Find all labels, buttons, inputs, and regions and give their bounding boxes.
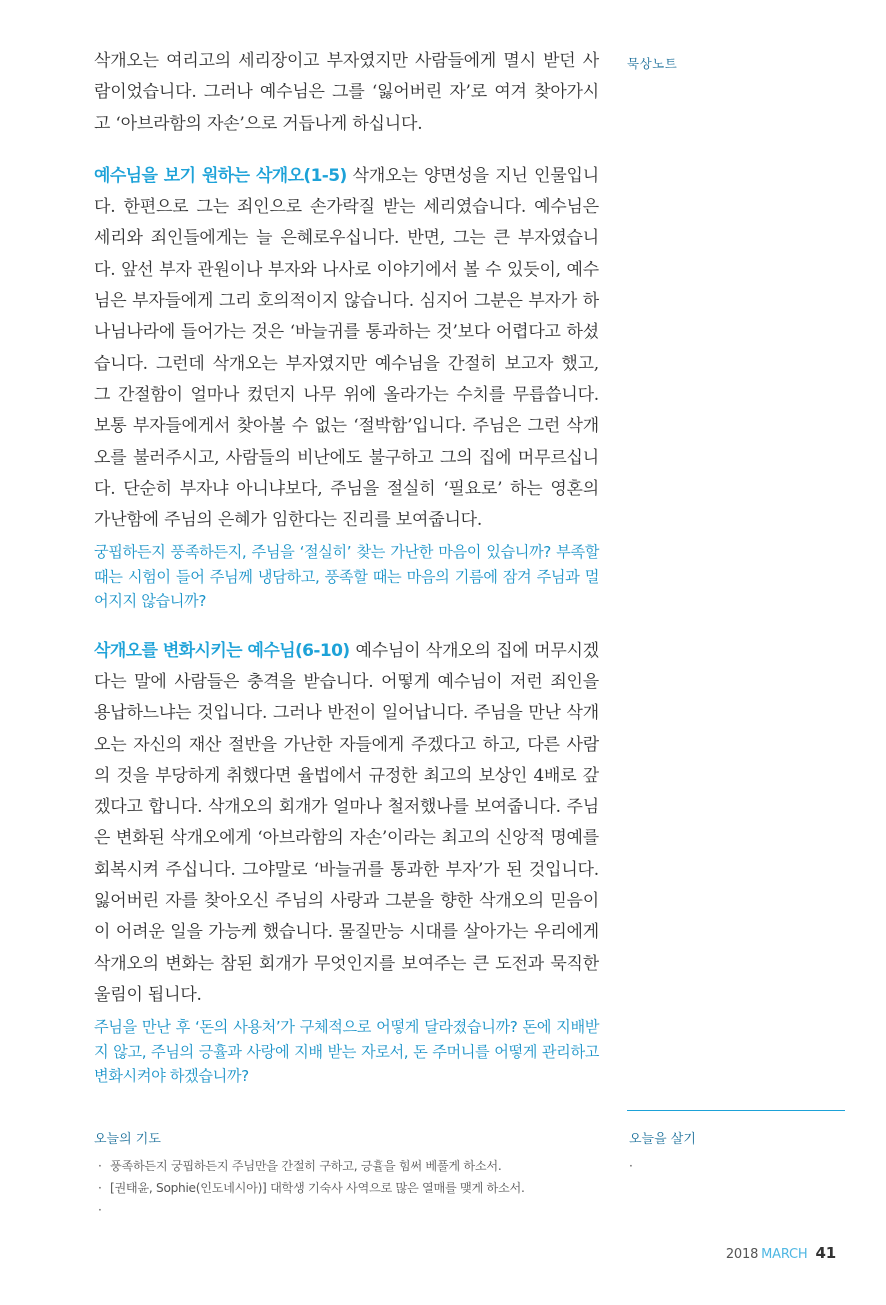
prayer-item-text: [권태윤, Sophie(인도네시아)] 대학생 기숙사 사역으로 많은 열매를 맺게 하소서. [110,1181,525,1195]
section-1-question: 궁핍하든지 풍족하든지, 주님을 ‘절실히’ 찾는 가난한 마음이 있습니까? 부족할 때는 시험이 들어 주님께 냉담하고, 풍족할 때는 마음의 기름에 잠겨 주님과 멀어지지 않습니까? [94,543,599,611]
section-2-heading: 삭개오를 변화시키는 예수님(6-10) [94,640,350,661]
bullet-icon: · [98,1181,102,1195]
intro-paragraph: 삭개오는 여리고의 세리장이고 부자였지만 사람들에게 멸시 받던 사람이었습니다. 그러나 예수님은 그를 ‘잃어버린 자’로 여겨 찾아가시고 ‘아브라함의 자손’으로 거듭나게 하십니다. [94,51,599,134]
section-2-question: 주님을 만난 후 ‘돈의 사용처’가 구체적으로 어떻게 달라졌습니까? 돈에 지배받지 않고, 주님의 긍휼과 사랑에 지배 받는 자로서, 돈 주머니를 어떻게 관리하고 변화시켜야 하겠습니까? [94,1018,599,1086]
section-2 [94,636,599,1089]
living-divider [627,1110,845,1111]
prayer-item [94,1177,604,1199]
footer-month: MARCH [761,1247,808,1262]
section-1-body: 삭개오는 양면성을 지닌 인물입니다. 한편으로 그는 죄인으로 손가락질 받는 세리였습니다. 예수님은 세리와 죄인들에게는 늘 은혜로우십니다. 반면, 그는 큰 부자였습니다. 앞선 부자 관원이나 부자와 나사로 이야기에서 볼 수 있듯이, 예수님은 부자들에게 그리 호의적이지 않습니다. 심지어 그분은 부자가 하나님나라에 들어가는 것은 ‘바늘귀를 통과하는 것’보다 어렵다고 하셨습니다. 그런데 삭개오는 부자였지만 예수님을 간절히 보고자 했고, 그 간절함이 얼마나 컸던지 나무 위에 올라가는 수치를 무릅씁니다. 보통 부자들에게서 찾아볼 수 없는 ‘절박함’입니다. 주님은 그런 삭개오를 불러주시고, 사람들의 비난에도 불구하고 그의 집에 머무르십니다. 단순히 부자냐 아니냐보다, 주님을 절실히 ‘필요로’ 하는 영혼의 가난함에 주님의 은혜가 임한다는 진리를 보여줍니다. [94,165,599,531]
section-1-paragraph [94,161,599,537]
bullet-icon: · [629,1159,633,1173]
prayer-list [94,1155,604,1221]
section-1 [94,161,599,614]
prayer-title: 오늘의 기도 [94,1132,161,1147]
bullet-icon: · [98,1159,102,1173]
prayer-box [94,1128,604,1221]
section-1-heading: 예수님을 보기 원하는 삭개오(1-5) [94,165,347,186]
living-title: 오늘을 살기 [629,1132,696,1147]
footer-year: 2018 [725,1247,759,1262]
bullet-icon: · [98,1203,102,1217]
living-box [629,1128,839,1177]
section-2-body: 예수님이 삭개오의 집에 머무시겠다는 말에 사람들은 충격을 받습니다. 어떻게 예수님이 저런 죄인을 용납하느냐는 것입니다. 그러나 반전이 일어납니다. 주님을 만난 삭개오는 자신의 재산 절반을 가난한 자들에게 주겠다고 하고, 다른 사람의 것을 부당하게 취했다면 율법에서 규정한 최고의 보상인 4배로 갚겠다고 합니다. 삭개오의 회개가 얼마나 철저했나를 보여줍니다. 주님은 변화된 삭개오에게 ‘아브라함의 자손’이라는 최고의 신앙적 명예를 회복시켜 주십니다. 그야말로 ‘바늘귀를 통과한 부자’가 된 것입니다. 잃어버린 자를 찾아오신 주님의 사랑과 그분을 향한 삭개오의 믿음이 이 어려운 일을 가능케 했습니다. 물질만능 시대를 살아가는 우리에게 삭개오의 변화는 참된 회개가 무엇인지를 보여주는 큰 도전과 묵직한 울림이 됩니다. [94,640,599,1005]
prayer-item-text: 풍족하든지 궁핍하든지 주님만을 간절히 구하고, 긍휼을 힘써 베풀게 하소서. [110,1159,502,1173]
prayer-item [94,1155,604,1177]
page-number: 41 [815,1244,836,1262]
prayer-item [94,1199,604,1221]
main-column [94,46,599,1088]
section-2-paragraph [94,636,599,1012]
living-bullet-line [629,1155,839,1177]
side-label-meditation-note: 묵상노트 [627,56,678,71]
page-footer [726,1244,836,1262]
